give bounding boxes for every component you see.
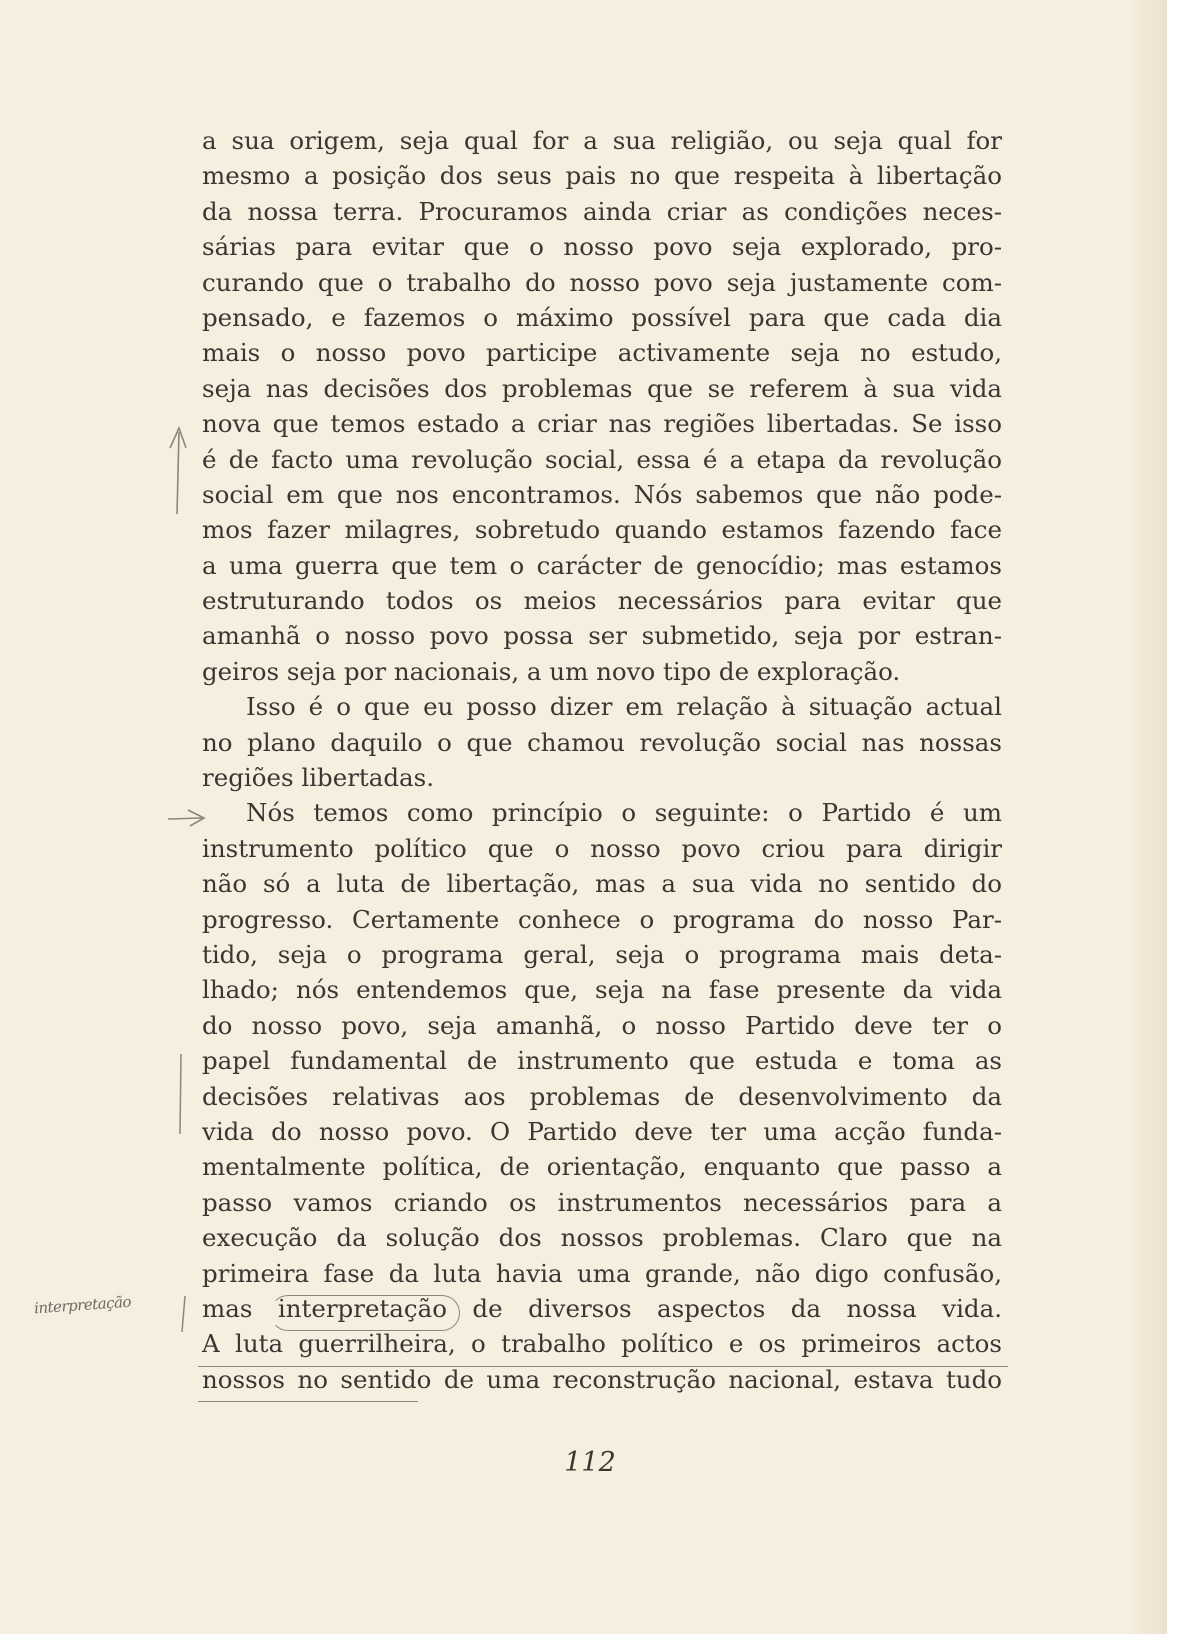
body-text (202, 123, 1002, 1397)
page-edge-shadow (1127, 0, 1167, 1634)
text-line: a sua origem, seja qual for a sua religião, ou seja qual for (202, 126, 1002, 155)
text-line: da nossa terra. Procuramos ainda criar as condições neces- (202, 196, 1002, 226)
text-line: instrumento político que o nosso povo criou para dirigir (202, 833, 1002, 863)
text-line: A luta guerrilheira, o trabalho político e os primeiros actos (202, 1329, 1002, 1359)
text-line: mos fazer milagres, sobretudo quando estamos fazendo face (202, 515, 1002, 545)
margin-handwritten-note: interpretação (33, 1292, 132, 1318)
text-line: regiões libertadas. (202, 763, 435, 793)
pencil-arrow-up-icon (164, 418, 194, 518)
text-line: Isso é o que eu posso dizer em relação à situação actual (246, 692, 1002, 722)
page-number: 112 (564, 1447, 616, 1478)
text-line: pensado, e fazemos o máximo possível para que cada dia (202, 302, 1002, 332)
text-line: execução da solução dos nossos problemas. Claro que na (202, 1223, 1002, 1253)
text-line: social em que nos encontramos. Nós sabemos que não pode- (202, 479, 1002, 509)
text-line: mais o nosso povo participe activamente seja no estudo, (202, 338, 1002, 368)
text-line: vida do nosso povo. O Partido deve ter uma acção funda- (202, 1116, 1002, 1146)
text-line: amanhã o nosso povo possa ser submetido, seja por estran- (202, 621, 1002, 651)
text-line: decisões relativas aos problemas de desenvolvimento da (202, 1081, 1002, 1111)
text-line: Nós temos como princípio o seguinte: o Partido é um (246, 798, 1002, 828)
text-line: não só a luta de libertação, mas a sua vida no sentido do (202, 869, 1002, 899)
text-line: nossos no sentido de uma reconstrução nacional, estava tudo (202, 1364, 1002, 1394)
text-line: lhado; nós entendemos que, seja na fase presente da vida (202, 975, 1002, 1005)
text-line: progresso. Certamente conhece o programa do nosso Par- (202, 904, 1002, 934)
pencil-margin-line-icon (178, 1294, 190, 1334)
text-line: mas interpretação de diversos aspectos da nossa vida. (202, 1293, 1002, 1323)
text-line: a uma guerra que tem o carácter de genocídio; mas estamos (202, 550, 1002, 580)
text-line: do nosso povo, seja amanhã, o nosso Partido deve ter o (202, 1010, 1002, 1040)
text-line: seja nas decisões dos problemas que se referem à sua vida (202, 373, 1002, 403)
text-line: papel fundamental de instrumento que estuda e toma as (202, 1046, 1002, 1076)
pencil-margin-line-icon (176, 1052, 186, 1136)
text-line: mesmo a posição dos seus pais no que respeita à libertação (202, 161, 1002, 191)
text-line: geiros seja por nacionais, a um novo tipo de exploração. (202, 656, 901, 686)
text-line: é de facto uma revolução social, essa é a etapa da revolução (202, 444, 1002, 474)
pencil-underline-mark (198, 1401, 418, 1402)
text-line: no plano daquilo o que chamou revolução social nas nossas (202, 727, 1002, 757)
text-line: estruturando todos os meios necessários para evitar que (202, 586, 1002, 616)
text-line: nova que temos estado a criar nas regiões libertadas. Se isso (202, 409, 1002, 439)
text-line: curando que o trabalho do nosso povo seja justamente com- (202, 267, 1002, 297)
text-line: passo vamos criando os instrumentos necessários para a (202, 1187, 1002, 1217)
text-line: primeira fase da luta havia uma grande, não digo confusão, (202, 1258, 1002, 1288)
text-line: tido, seja o programa geral, seja o programa mais deta- (202, 939, 1002, 969)
text-line: sárias para evitar que o nosso povo seja explorado, pro- (202, 232, 1002, 262)
text-line: mentalmente política, de orientação, enquanto que passo a (202, 1152, 1002, 1182)
